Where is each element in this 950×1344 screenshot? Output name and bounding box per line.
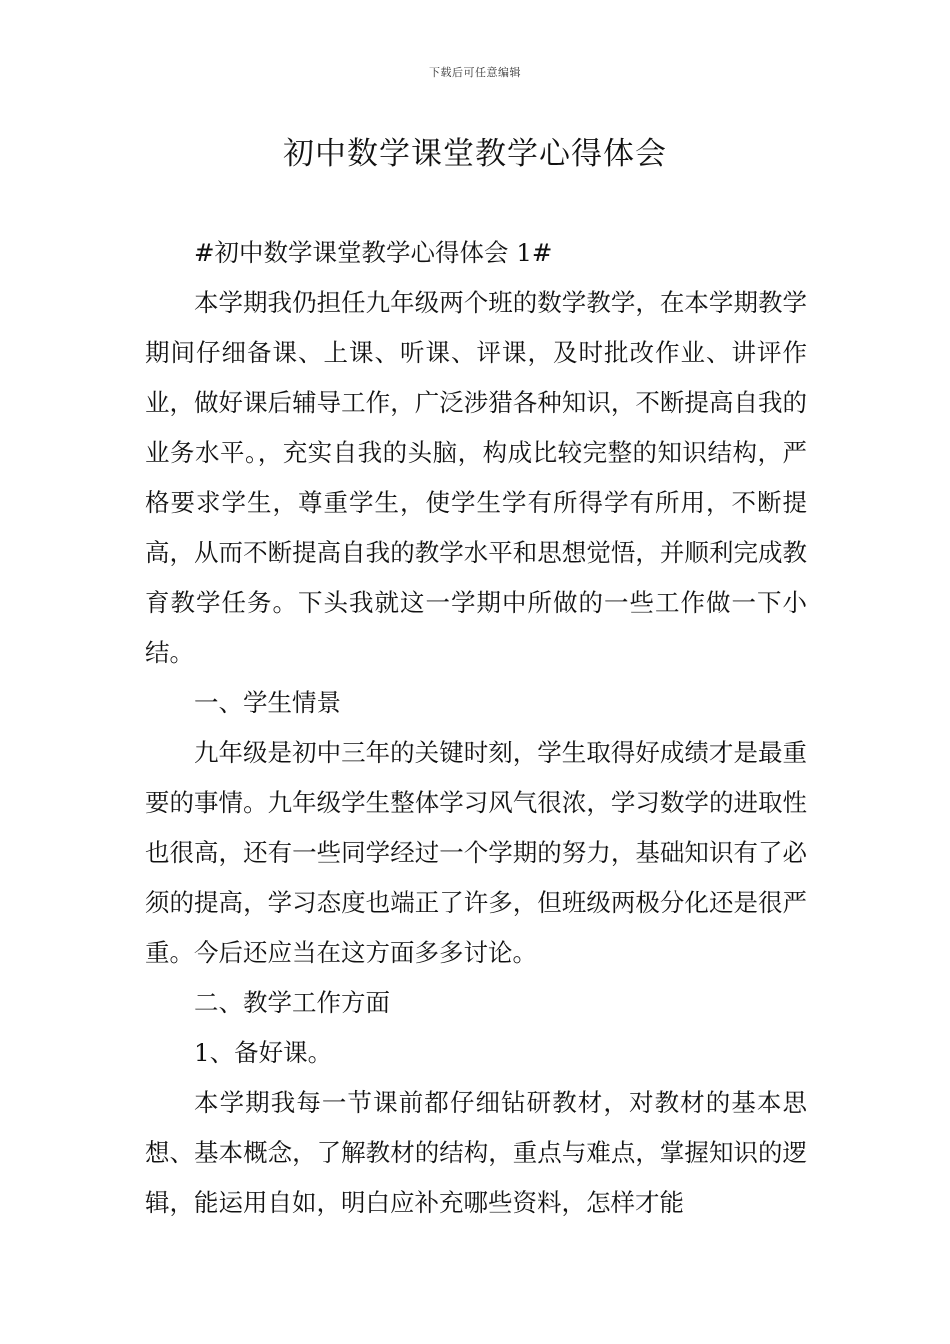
paragraph-intro: 本学期我仍担任九年级两个班的数学教学，在本学期教学期间仔细备课、上课、听课、评课，及时批改作业、讲评作业，做好课后辅导工作，广泛涉猎各种知识，不断提高自我的业务水平。，充实自我的头脑，构成比较完整的知识结构，严格要求学生，尊重学生，使学生学有所得学有所用，不断提高，从而不断提高自我的教学水平和思想觉悟，并顺利完成教育教学任务。下头我就这一学期中所做的一些工作做一下小结。: [145, 288, 807, 667]
document-title: 初中数学课堂教学心得体会: [283, 136, 667, 172]
document-body: [145, 228, 807, 1228]
section-heading: #初中数学课堂教学心得体会 1#: [194, 238, 553, 267]
heading-prepare-lessons: 1、备好课。: [194, 1038, 333, 1067]
header-note: 下载后可任意编辑: [429, 66, 521, 79]
paragraph-student-situation: 九年级是初中三年的关键时刻，学生取得好成绩才是最重要的事情。九年级学生整体学习风气很浓，学习数学的进取性也很高，还有一些同学经过一个学期的努力，基础知识有了必须的提高，学习态度也端正了许多，但班级两极分化还是很严重。今后还应当在这方面多多讨论。: [145, 738, 807, 967]
heading-teaching-work: 二、教学工作方面: [194, 988, 390, 1017]
heading-student-situation: 一、学生情景: [194, 688, 341, 717]
paragraph-prepare-lessons: 本学期我每一节课前都仔细钻研教材，对教材的基本思想、基本概念，了解教材的结构，重点与难点，掌握知识的逻辑，能运用自如，明白应补充哪些资料，怎样才能: [145, 1088, 807, 1217]
